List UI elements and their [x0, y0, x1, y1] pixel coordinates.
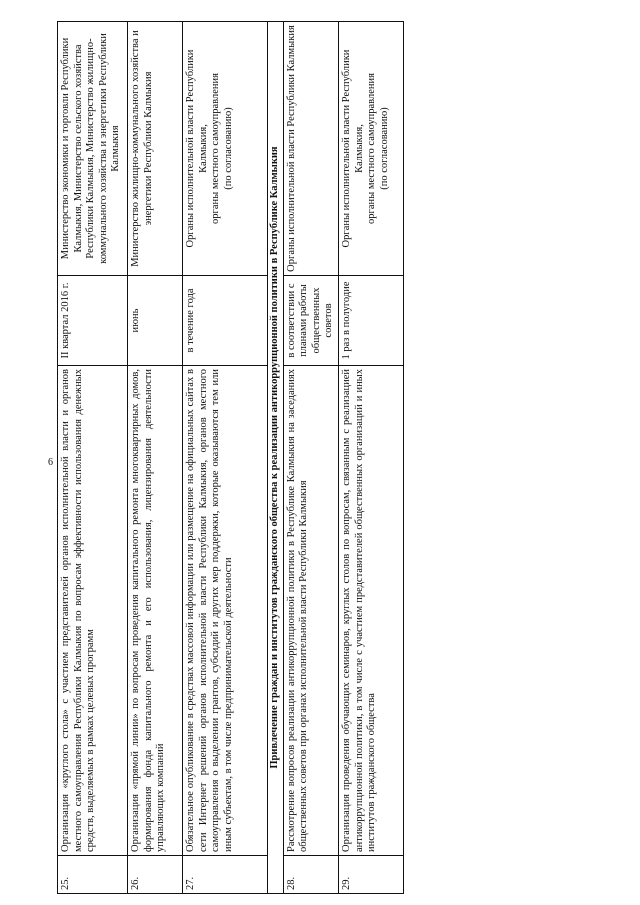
row-number: 27.: [183, 856, 268, 894]
measures-table: [57, 21, 404, 894]
executor-line: Министерство экономики и торговли Республики Калмыкия, Министерство сельского хозяйства Республики Калмыкия, Министерство жилищно-коммунального хозяйства и энергетики Республики Калмыкия: [60, 33, 122, 264]
deadline: в течение года: [183, 276, 268, 366]
executor-line: органы местного самоуправления: [366, 73, 378, 224]
row-number: 29.: [338, 856, 403, 894]
executors: [58, 22, 128, 276]
table-row: [58, 22, 128, 894]
table-row: [338, 22, 403, 894]
executors: [128, 22, 183, 276]
executor-line: Министерство жилищно-коммунального хозяйства и энергетики Республики Калмыкия: [130, 30, 154, 267]
table-row: [183, 22, 268, 894]
executor-line: Органы исполнительной власти Республики Калмыкия,: [185, 49, 209, 248]
row-number: 25.: [58, 856, 128, 894]
deadline: II квартал 2016 г.: [58, 276, 128, 366]
deadline: в соответствии с планами работы общественных советов: [283, 276, 338, 366]
row-number: 28.: [283, 856, 338, 894]
executor-line: Органы исполнительной власти Республики Калмыкия: [285, 25, 297, 272]
rotated-table-container: [57, 22, 391, 894]
executors: [283, 22, 338, 276]
measure-text: Организация «прямой линии» по вопросам проведения капитального ремонта многоквартирных домов, формирования фонда капитального ремонта и его использования, лицензирования деятельности управляющих компаний: [128, 366, 183, 856]
executors: [183, 22, 268, 276]
executor-line: Органы исполнительной власти Республики Калмыкия,: [340, 49, 365, 248]
table-row: [283, 22, 338, 894]
section-header: Привлечение граждан и институтов гражданского общества к реализации антикоррупционной политики в Республике Калмыкия: [268, 22, 284, 894]
executor-line: органы местного самоуправления: [210, 73, 222, 224]
executor-line: (по согласованию): [378, 107, 390, 190]
measure-text: Обязательное опубликование в средствах массовой информации или размещение на официальных сайтах в сети Интернет решений органов исполнительной власти Республики Калмыкия, органов местного самоуправления о выделении грантов, субсидий и других мер поддержки, которые оказываются тем или иным субъектам, в том числе предпринимательской деятельности: [183, 366, 268, 856]
measure-text: Рассмотрение вопросов реализации антикоррупционной политики в Республике Калмыкия на заседаниях общественных советов при органах исполнительной власти Республики Калмыкия: [283, 366, 338, 856]
measure-text: Организация проведения обучающих семинаров, круглых столов по вопросам, связанным с реализацией антикоррупционной политики, в том числе с участием представителей общественных организаций и иных институтов гражданского общества: [338, 366, 403, 856]
section-header-row: [268, 22, 284, 894]
executor-line: (по согласованию): [222, 107, 234, 190]
executors: [338, 22, 403, 276]
deadline: 1 раз в полугодие: [338, 276, 403, 366]
page-number: 6: [48, 457, 53, 468]
row-number: 26.: [128, 856, 183, 894]
deadline: июнь: [128, 276, 183, 366]
measure-text: Организация «круглого стола» с участием представителей органов исполнительной власти и органов местного самоуправления Республики Калмыкия по вопросам эффективности использования денежных средств, выделяемых в рамках целевых программ: [58, 366, 128, 856]
table-row: [128, 22, 183, 894]
